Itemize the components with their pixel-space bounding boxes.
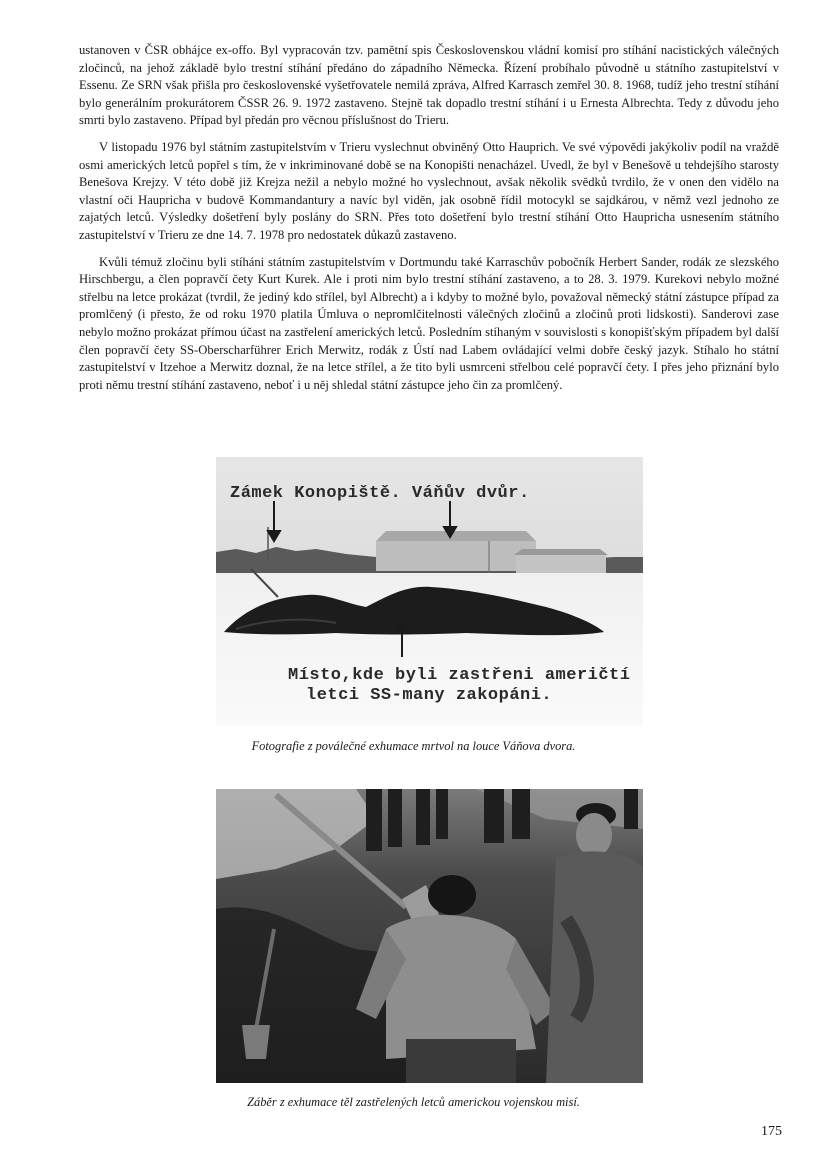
photo-label-top: Zámek Konopiště. Váňův dvůr. [230, 484, 530, 503]
exhumation-field-photo [216, 457, 643, 725]
photo-caption-2: Záběr z exhumace těl zastřelených letců americkou vojenskou misí. [247, 1095, 580, 1109]
page-number: 175 [761, 1124, 782, 1139]
photo-label-bottom-2: letci SS-many zakopáni. [306, 686, 553, 705]
paragraph-3: Kvůli témuž zločinu byli stíháni státním zastupitelstvím v Dortmundu také Karraschův pobočník Herbert Sander, rodák ze slezského Hirschbergu, a člen popravčí čety Kurt Kurek. Ale i proti nim bylo trestní stíhání zastaveno, a to 28. 3. 1979. Kurekovi nebylo možné střelbu na letce prokázat (tvrdil, že jediný kdo střílel, byl Albrecht) a i kdyby to možné bylo, považoval německý státní zástupce případ za promlčený (i přesto, že od roku 1970 platila Úmluva o nepromlčitelnosti válečných zločinů a zločinů proti lidskosti). Sanderovi zase nebylo možno prokázat přímou účast na zastřelení amerických letců. Posledním stíhaným v souvislosti s konopišťským případem byl další člen popravčí čety SS-Oberscharführer Erich Merwitz, rodák z Ústí nad Labem ovládající velmi dobře český jazyk. Stíhalo ho státní zastupitelství v Itzehoe a Merwitz doznal, že na letce střílel, a že tito byli usmrceni střelbou celé popravčí čety. I přes jeho přiznání bylo proti němu trestní stíhání zastaveno, neboť i u něj shledal státní zástupce jeho čin za promlčený. [79, 254, 779, 392]
body-text [79, 42, 779, 403]
paragraph-2: V listopadu 1976 byl státním zastupitelstvím v Trieru vyslechnut obviněný Otto Hauprich. Ve své výpovědi jakýkoliv podíl na vraždě osmi amerických letců popřel s tím, že v inkriminované době se na Konopišti nenacházel. Uvedl, že byl v Benešově u tehdejšího starosty Benešova Krejzy. V této době již Krejza nežil a nebylo možné ho vyslechnout, avšak několik svědků tvrdilo, že v onen den vidělo na vlastní oči Haupricha v budově Kommandantury a navíc byl viděn, jak osobně řídil motocykl se sajdkárou, v němž vezl jednoho ze zajatých letců. Výsledky došetření byly poslány do SRN. Přes toto došetření bylo trestní stíhání Otto Haupricha usnesením státního zastupitelství v Trieru ze dne 14. 7. 1978 pro nedostatek důkazů zastaveno. [79, 139, 779, 242]
photo-label-bottom-1: Místo,kde byli zastřeni američtí [288, 666, 631, 685]
paragraph-1: ustanoven v ČSR obhájce ex-offo. Byl vypracován tzv. pamětní spis Československou vládní komisí pro stíhání nacistických válečných zločinců, na jehož základě bylo trestní stíhání předáno do západního Německa. Řízení probíhalo původně u státního zastupitelství v Essenu. Ze SRN však přišla pro československé vyšetřovatele nemilá zpráva, Alfred Karrasch zemřel 30. 8. 1968, tudíž jeho trestní stíhání bylo generálním prokurátorem ČSSR 26. 9. 1972 zastaveno. Stejně tak dopadlo trestní stíhání i u Ernesta Albrechta. Tedy z důvodu jeho smrti bylo zastaveno. Případ byl předán pro věcnou příslušnost do Trieru. [79, 43, 779, 128]
exhumation-workers-photo [216, 789, 643, 1083]
photo-caption-1: Fotografie z poválečné exhumace mrtvol na louce Váňova dvora. [251, 739, 576, 753]
